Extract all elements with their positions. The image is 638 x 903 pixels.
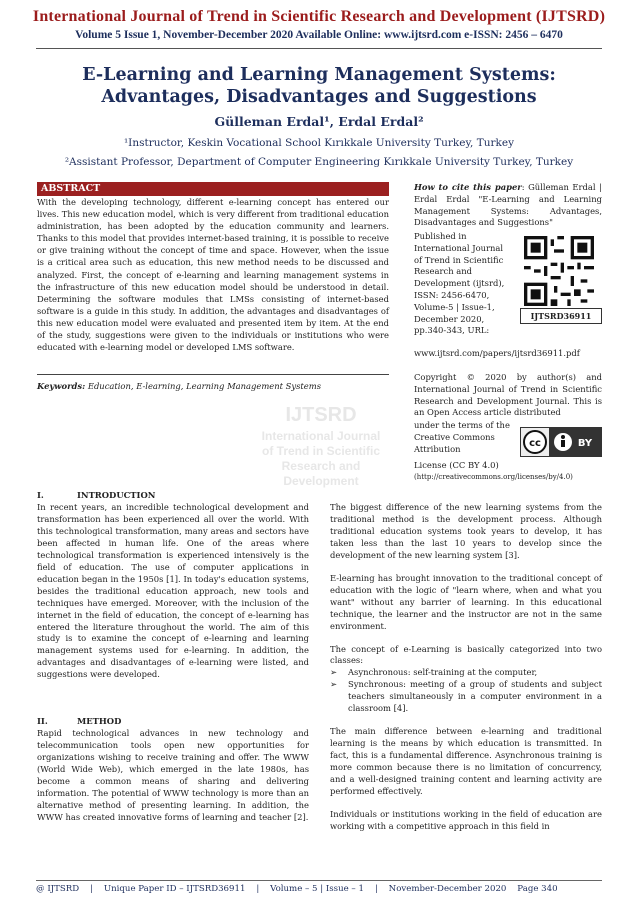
journal-volume-line: Volume 5 Issue 1, November-December 2020 Available Online: www.ijtsrd.com e-ISSN: 2456 – 6470 xyxy=(75,29,563,41)
list-item xyxy=(330,667,602,679)
cc-by-license-icon xyxy=(520,427,602,457)
paper-title xyxy=(40,64,598,108)
citation-intro xyxy=(414,182,602,229)
header-divider xyxy=(36,48,602,49)
intro-text: In recent years, an incredible technological development and transformation has been experienced all over the world. With this technological transformation, many areas and sectors have been affected in human life. One of the areas where technological transformation is experienced intensively is the field of education. The use of computer applications in education began in the 1950s [1]. In today's education systems, besides the traditional education approach, new tools and techniques have emerged. Moreover, with the inclusion of the internet in the field of education, the concept of e-learning has entered the literature throughout the world. The aim of this study is to examine the concept of e-learning and learning management systems used for e-learning. In addition, the advantages and disadvantages of e-learning were listed, and suggestions were developed. xyxy=(37,502,309,680)
watermark xyxy=(208,330,434,510)
arrow-bullet-icon: ➢ xyxy=(330,679,338,690)
authors: Gülleman Erdal¹, Erdal Erdal² xyxy=(214,114,424,129)
citation-intro-text: : Gülleman Erdal | Erdal Erdal "E-Learning and Learning Management Systems: Advantages, Disadvantages and Suggestions" xyxy=(414,182,602,228)
page-footer: @ IJTSRD | Unique Paper ID – IJTSRD36911 | Volume – 5 | Issue – 1 | November-December 2020 Page 340 xyxy=(36,884,558,894)
watermark-line4: Research and xyxy=(281,459,361,473)
copyright-license-terms: under the terms of the Creative Commons Attribution xyxy=(414,420,510,454)
watermark-line5: Development xyxy=(283,474,359,488)
license-url[interactable]: (http://creativecommons.org/licenses/by/4.0) xyxy=(414,473,573,481)
abstract-body: With the developing technology, different e-learning concept has entered our lives. This new education model, which is very different from traditional education administration, has been adopted by the education community and learners. Thanks to this model that provides internet-based training, it is possible to receive or give training without the concept of time and space. However, when the issue is a critical area such as education, this new method needs to be discussed and analyzed. First, the concept of e-learning and learning management systems in the infrastructure of this new education model should be understood in detail. Determining the software modules that LMSs consisting of internet-based software is a guide in this study. In addition, the advantages and disadvantages of this new education model were evaluated and presented item by item. At the end of the study, suggestions were given to the individuals or institutions who were educated with e-learning model or developed LMS software. xyxy=(37,197,389,353)
section-2-title: METHOD xyxy=(77,716,122,726)
affiliation-1: ¹Instructor, Keskin Vocational School Kırıkkale University Turkey, Turkey xyxy=(123,137,515,149)
watermark-line2: International Journal xyxy=(261,429,381,443)
list-item xyxy=(330,679,602,715)
journal-title: International Journal of Trend in Scientific Research and Development (IJTSRD) xyxy=(32,8,606,25)
section-2-number: II. xyxy=(37,716,48,726)
paragraph-elearning-innovation: E-learning has brought innovation to the traditional concept of education with the logic of "learn where, when and what you want" without any barrier of learning. In this educational technique, the learner and the instructor are not in the same environment. xyxy=(330,572,602,631)
license-label: License (CC BY 4.0) xyxy=(414,460,499,470)
arrow-bullet-icon: ➢ xyxy=(330,667,338,678)
right-column xyxy=(330,502,602,833)
paragraph-elearning-classes: The concept of e-Learning is basically categorized into two classes: xyxy=(330,643,602,666)
citation-details: Published in International Journal of Trend in Scientific Research and Development (ijtsrd), ISSN: 2456-6470, Volume-5 | Issue-1, December 2020, pp.340-343, URL: xyxy=(414,231,505,336)
svg-text:BY: BY xyxy=(577,438,593,449)
paper-title-line2: Advantages, Disadvantages and Suggestions xyxy=(101,87,537,107)
method-text: Rapid technological advances in new technology and telecommunication tools open new opportunities for organizations wishing to receive training and offer. The WWW (World Wide Web), which emerged in the late 1980s, has become a common means of sharing and delivering information. The potential of WWW technology is more than an alternative method of presenting learning. In addition, the WWW has created innovative forms of learning and teacher [2]. xyxy=(37,728,309,822)
paragraph-institutions: Individuals or institutions working in the field of education are working with a competitive approach in this field in xyxy=(330,808,602,831)
bullet-synchronous: Synchronous: meeting of a group of students and subject teachers simultaneously in a computer environment in a classroom [4]. xyxy=(348,679,602,714)
paper-title-line1: E-Learning and Learning Management Systems: xyxy=(82,65,556,85)
section-1-title: INTRODUCTION xyxy=(77,490,156,500)
footer-divider xyxy=(36,880,602,881)
copyright-text: Copyright © 2020 by author(s) and International Journal of Trend in Scientific Research and Development Journal. This is an Open Access article distributed xyxy=(414,372,602,418)
keywords-label: Keywords: xyxy=(37,381,86,391)
bullet-asynchronous: Asynchronous: self-training at the computer, xyxy=(348,667,538,678)
qr-code-icon xyxy=(524,236,594,306)
abstract-heading: ABSTRACT xyxy=(37,182,389,196)
affiliation-2: ²Assistant Professor, Department of Computer Engineering Kırıkkale University Turkey, Turkey xyxy=(64,156,574,168)
svg-text:cc: cc xyxy=(529,438,541,449)
keywords-text: Education, E-learning, Learning Management Systems xyxy=(85,381,321,391)
paragraph-learning-difference: The biggest difference of the new learning systems from the traditional method is the development process. Although traditional education systems took years to develop, it has taken less than the last 10 years to develop since the development of the new learning system [3]. xyxy=(330,502,602,560)
paragraph-main-difference: The main difference between e-learning and traditional learning is the means by which education is transmitted. In fact, this is a fundamental difference. Asynchronous training is more common because there is no limitation of concurrency, and a well-designed training content and learning activity are performed effectively. xyxy=(330,726,602,797)
watermark-line3: of Trend in Scientific xyxy=(261,444,380,458)
citation-url[interactable]: www.ijtsrd.com/papers/ijtsrd36911.pdf xyxy=(414,348,580,358)
citation-label: How to cite this paper xyxy=(414,182,522,192)
qr-paper-id: IJTSRD36911 xyxy=(520,308,602,324)
watermark-line1: IJTSRD xyxy=(285,404,357,426)
section-1-number: I. xyxy=(37,490,44,500)
